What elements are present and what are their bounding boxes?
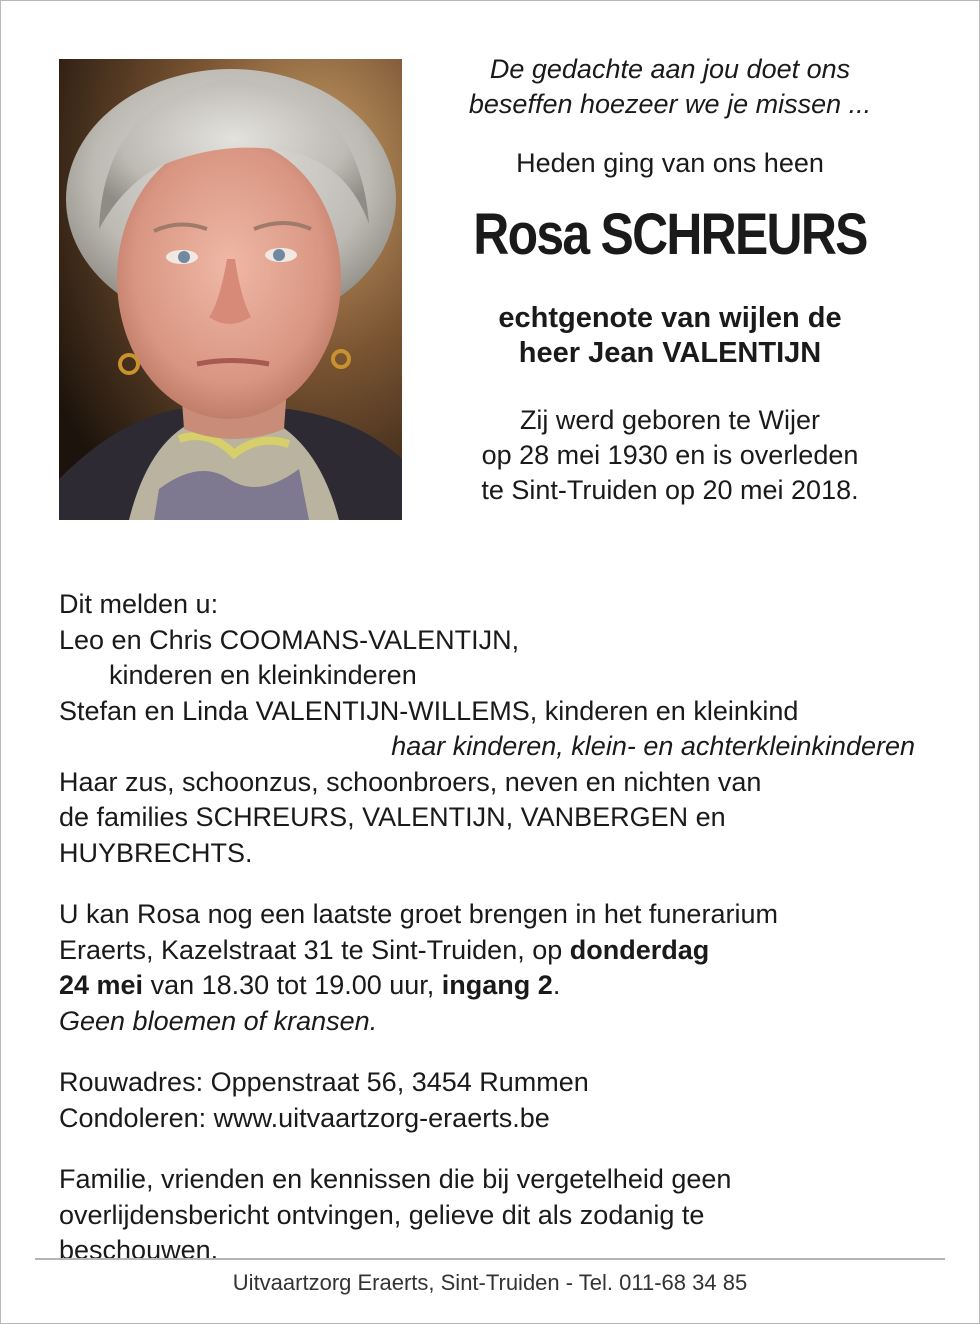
portrait-photo: [59, 59, 402, 520]
birth-line-3: te Sint-Truiden op 20 mei 2018.: [481, 475, 859, 505]
family-1-sub: kinderen en kleinkinderen: [109, 660, 417, 690]
closing-line-3: beschouwen.: [59, 1235, 219, 1265]
visitation-line-2: [59, 933, 929, 969]
relatives-line-1: Haar zus, schoonzus, schoonbroers, neven en nichten van: [59, 766, 762, 797]
intro-text: Heden ging van ons heen: [516, 148, 824, 178]
no-flowers: Geen bloemen of kransen.: [59, 1005, 378, 1036]
visitation-line-1: U kan Rosa nog een laatste groet brengen in het funerarium: [59, 899, 778, 929]
relatives-line-3: HUYBRECHTS.: [59, 837, 253, 868]
family-1: Leo en Chris COOMANS-VALENTIJN,: [59, 624, 520, 655]
announcement-header: Dit melden u:: [59, 589, 219, 619]
deceased-name: Rosa SCHREURS: [473, 202, 867, 267]
quote-line-1: De gedachte aan jou doet ons: [489, 54, 851, 84]
visitation-line-3: [59, 968, 929, 1004]
visitation-location: Eraerts, Kazelstraat 31 te Sint-Truiden, op: [59, 934, 570, 965]
mourning-address: Rouwadres: Oppenstraat 56, 3454 Rummen: [59, 1067, 589, 1097]
footer-text: Uitvaartzorg Eraerts, Sint-Truiden - Tel. 011-68 34 85: [232, 1270, 748, 1295]
visitation-end: .: [552, 970, 561, 1000]
closing-line-1: Familie, vrienden en kennissen die bij vergetelheid geen: [59, 1164, 732, 1194]
family-2: Stefan en Linda VALENTIJN-WILLEMS, kinderen en kleinkind: [59, 695, 799, 726]
condolences-link[interactable]: Condoleren: www.uitvaartzorg-eraerts.be: [59, 1102, 550, 1133]
birth-line-2: op 28 mei 1930 en is overleden: [481, 440, 859, 470]
spouse-line-1: echtgenote van wijlen de: [498, 302, 842, 334]
visitation-day: donderdag: [569, 934, 710, 965]
footer-divider: [35, 1258, 945, 1260]
birth-line-1: Zij werd geboren te Wijer: [519, 405, 821, 435]
quote-line-2: beseffen hoezeer we je missen ...: [468, 89, 872, 119]
spouse-line-2: heer Jean VALENTIJN: [518, 337, 822, 369]
closing-line-2: overlijdensbericht ontvingen, gelieve dit als zodanig te: [59, 1199, 705, 1230]
relatives-line-2: de families SCHREURS, VALENTIJN, VANBERGEN en: [59, 802, 726, 832]
visitation-date: 24 mei: [59, 970, 144, 1000]
visitation-time: van 18.30 tot 19.00 uur,: [143, 970, 442, 1000]
notice-header: [440, 52, 900, 508]
visitation-entrance: ingang 2: [441, 970, 553, 1000]
notice-body: [59, 587, 929, 1269]
grandchildren-line: haar kinderen, klein- en achterkleinkinderen: [391, 731, 915, 761]
